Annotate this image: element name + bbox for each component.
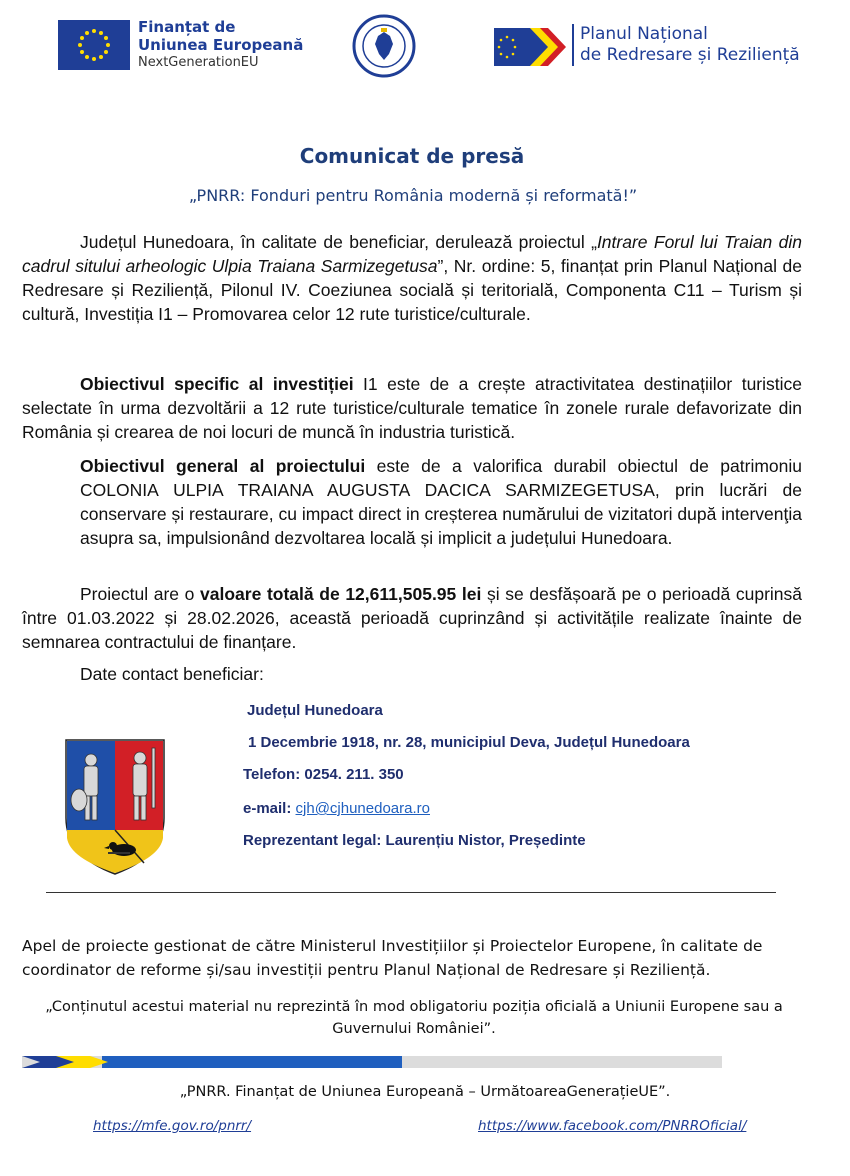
contact-representative: Reprezentant legal: Laurențiu Nistor, Președinte	[243, 832, 586, 849]
eu-flag-icon	[58, 20, 130, 70]
p1-text-a: Județul Hunedoara, în calitate de beneficiar, derulează proiectul „	[80, 232, 597, 252]
contact-address: 1 Decembrie 1918, nr. 28, municipiul Deva, Județul Hunedoara	[248, 734, 690, 751]
specific-objective-text: I1 este de a crește atractivitatea destinațiilor turistice selectate în urma dezvoltării a 12 rute turistice/culturale tematice în zonele rurale defavorizate din România și crearea de noi locuri de muncă în industria turistică.	[22, 374, 802, 442]
general-objective-label: Obiectivul general al proiectului	[80, 456, 366, 476]
footer-disclaimer: „Conținutul acestui material nu reprezintă în mod obligatoriu poziția oficială a Uniunii Europene sau a Guvernului României”.	[45, 999, 783, 1037]
coat-of-arms-icon	[64, 738, 166, 876]
page-title: Comunicat de presă	[299, 144, 525, 168]
project-name: Intrare Forul lui Traian din cadrul sitului arheologic Ulpia Traiana Sarmizegetusa	[22, 232, 803, 276]
divider	[46, 892, 776, 893]
paragraph-specific-objective	[22, 372, 802, 444]
email-label: e-mail:	[243, 800, 296, 817]
contact-phone: Telefon: 0254. 211. 350	[243, 766, 404, 783]
footer-tagline: „PNRR. Finanțat de Uniunea Europeană – UrmătoareaGenerațieUE”.	[179, 1084, 671, 1100]
p1-text-c: ”, Nr. ordine: 5, finanțat prin Planul Național de Redresare și Reziliență, Pilonul IV. Coeziunea socială și teritorială, Componenta C11 – Turism și cultură, Investiția I1 – Promovarea celor 12 rute turistice/culturale.	[22, 256, 802, 324]
contact-name: Județul Hunedoara	[247, 702, 383, 719]
page-subtitle: „PNRR: Fonduri pentru România modernă și reformată!”	[188, 186, 638, 205]
pnrr-logo-icon	[494, 26, 566, 68]
eu-line-2: Uniunea Europeană	[138, 36, 304, 54]
pnrr-label	[572, 24, 800, 66]
paragraph-project	[22, 230, 802, 326]
total-value: valoare totală de 12,611,505.95 lei	[200, 584, 482, 604]
eu-line-3: NextGenerationEU	[138, 55, 259, 70]
general-objective-text: este de a valorifica durabil obiectul de patrimoniu COLONIA ULPIA TRAIANA AUGUSTA DACICA SARMIZEGETUSA, prin lucrări de conservare și restaurare, cu impact direct in creșterea numărului de vizitatori după intervenţia asupra sa, impulsionând dezvoltarea locală și implicit a județului Hunedoara.	[80, 456, 803, 548]
specific-objective-label: Obiectivul specific al investiției	[80, 374, 354, 394]
contact-heading: Date contact beneficiar:	[80, 664, 264, 684]
paragraph-value	[22, 582, 802, 654]
eu-funding-label	[138, 18, 303, 72]
contact-email-line	[243, 800, 430, 817]
government-seal-icon	[352, 14, 416, 78]
email-link[interactable]: cjh@cjhunedoara.ro	[295, 800, 430, 817]
facebook-link[interactable]: https://www.facebook.com/PNRROficial/	[478, 1118, 747, 1134]
pnrr-line-1: Planul Național	[580, 24, 708, 44]
p4-text-c: și se desfășoară pe o perioadă cuprinsă între 01.03.2022 și 28.02.2026, această perioadă cuprinzând și activitățile realizate înainte de semnarea contractului de finanțare.	[22, 584, 802, 652]
pnrr-line-2: de Redresare și Reziliență	[580, 45, 800, 65]
paragraph-general-objective	[80, 454, 802, 550]
footer-stripe	[22, 1052, 722, 1072]
p4-text-a: Proiectul are o	[80, 584, 201, 604]
footer-note: Apel de proiecte gestionat de către Ministerul Investițiilor și Proiectelor Europene, în calitate de coordinator de reforme și/sau investiții pentru Planul Național de Redresare și Reziliență.	[22, 937, 763, 979]
mfe-link[interactable]: https://mfe.gov.ro/pnrr/	[93, 1118, 252, 1134]
eu-line-1: Finanțat de	[138, 18, 236, 36]
